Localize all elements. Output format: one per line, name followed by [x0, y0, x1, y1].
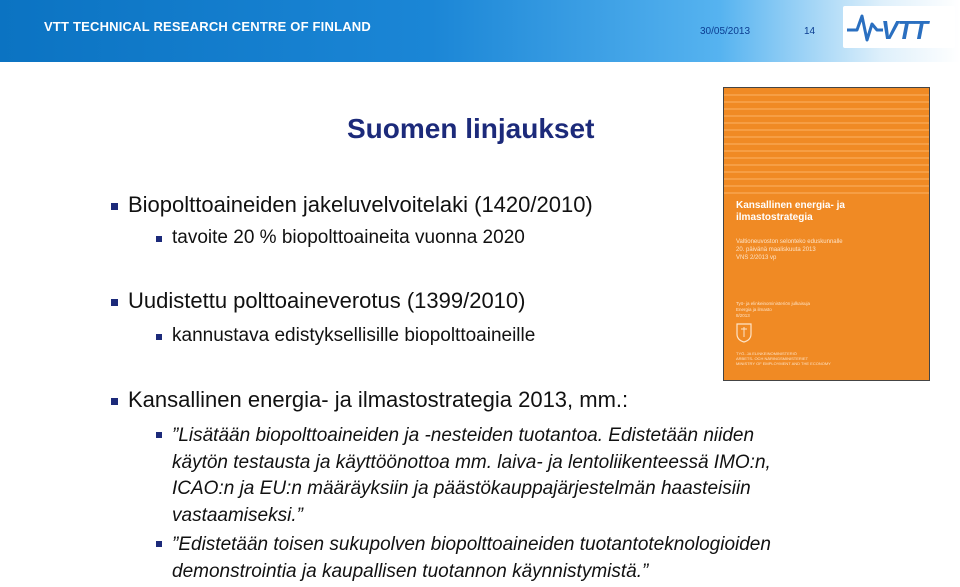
cover-footer-line: ARBETS- OCH NÄRINGSMINISTERIET: [736, 356, 809, 361]
cover-publisher: [736, 301, 921, 319]
bullet-marker: [111, 299, 118, 306]
cover-subtitle-line: 20. päivänä maaliskuuta 2013: [736, 247, 816, 253]
cover-publisher-line: Energia ja ilmasto: [736, 307, 772, 312]
quote-line: ”Lisätään biopolttoaineiden ja -nesteiden tuotantoa. Edistetään niiden: [172, 425, 755, 446]
quote-line: vastaamiseksi.”: [172, 504, 303, 526]
cover-subtitle-line: Valtioneuvoston selonteko eduskunnalle: [736, 239, 843, 245]
sub-bullet-text: kannustava edistyksellisille biopolttoaineille: [172, 325, 536, 346]
bullet-text: Uudistettu polttoaineverotus (1399/2010): [128, 288, 526, 313]
report-cover-image: [723, 87, 930, 381]
cover-title: [736, 200, 916, 224]
cover-subtitle: [736, 238, 921, 262]
quote-block: [172, 532, 771, 585]
cover-title-line: Kansallinen energia- ja: [736, 200, 845, 211]
slide-title: Suomen linjaukset: [347, 113, 595, 144]
quote-block: [172, 423, 771, 529]
sub-bullet-marker: [156, 236, 162, 242]
quote-line: käytön testausta ja käyttöönottoa mm. laiva- ja lentoliikenteessä IMO:n,: [172, 451, 771, 473]
sub-bullet-marker: [156, 432, 162, 438]
bullet-text: Biopolttoaineiden jakeluvelvoitelaki (1420/2010): [128, 192, 593, 217]
slide-date: 30/05/2013: [700, 26, 751, 37]
page-number: 14: [804, 26, 816, 37]
cover-title-line: ilmastostrategia: [736, 212, 813, 223]
header-bar: [0, 0, 960, 62]
cover-footer-line: MINISTRY OF EMPLOYMENT AND THE ECONOMY: [736, 361, 831, 366]
sub-bullet-text: tavoite 20 % biopolttoaineita vuonna 2020: [172, 227, 525, 248]
sub-bullet-marker: [156, 334, 162, 340]
organization-name: VTT TECHNICAL RESEARCH CENTRE OF FINLAND: [44, 19, 371, 34]
logo-text: VTT: [881, 15, 928, 45]
bullet-marker: [111, 398, 118, 405]
quote-line: ICAO:n ja EU:n määräyksiin ja päästökauppajärjestelmän haasteisiin: [172, 478, 751, 499]
bullet-marker: [111, 203, 118, 210]
quote-line: ”Edistetään toisen sukupolven biopolttoaineiden tuotantoteknologioiden: [172, 534, 771, 555]
sub-bullet-marker: [156, 541, 162, 547]
cover-footer: [736, 351, 906, 366]
cover-publisher-line: Työ- ja elinkeinoministeriön julkaisuja: [736, 301, 811, 306]
cover-stripe-pattern: [724, 94, 929, 198]
bullet-text: Kansallinen energia- ja ilmastostrategia 2013, mm.:: [128, 387, 629, 412]
cover-publisher-line: 8/2013: [736, 313, 750, 318]
cover-footer-line: TYÖ- JA ELINKEINOMINISTERIÖ: [736, 351, 797, 356]
vtt-logo: [843, 6, 955, 48]
quote-line: demonstrointia ja kaupallisen tuotannon käynnistymistä.”: [172, 560, 649, 582]
coat-of-arms-icon: [736, 323, 752, 343]
cover-subtitle-line: VNS 2/2013 vp: [736, 255, 777, 261]
